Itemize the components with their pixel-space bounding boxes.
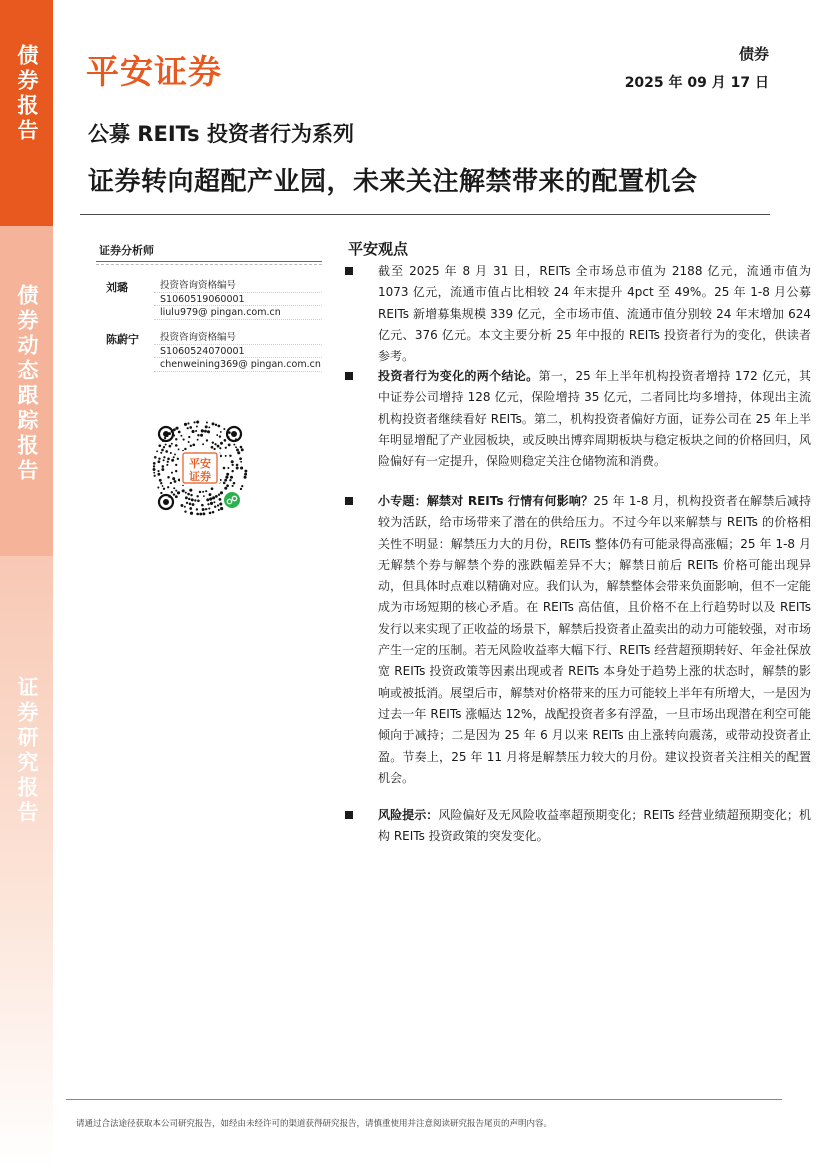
qr-dot: [220, 442, 223, 445]
qr-dot: [157, 473, 160, 476]
qr-dot: [220, 507, 223, 510]
qr-dot: [163, 488, 165, 490]
qr-dot: [197, 499, 200, 502]
qr-dot: [240, 446, 243, 449]
qr-dot: [189, 507, 192, 510]
qr-dot: [171, 491, 173, 493]
qr-dot: [153, 468, 156, 471]
qr-dot: [218, 509, 220, 511]
qr-dot: [240, 466, 243, 469]
qr-dot: [219, 435, 221, 437]
qr-dot: [217, 504, 219, 506]
analyst-cert-number: S1060524070001: [160, 345, 245, 357]
qr-dot: [162, 485, 164, 487]
page-title: 证券转向超配产业园，未来关注解禁带来的配置机会: [88, 167, 698, 197]
qr-dot: [166, 464, 168, 466]
analyst-email[interactable]: liulu979@ pingan.com.cn: [160, 307, 281, 318]
analyst-name: 陈蔚宁: [106, 333, 139, 346]
qr-dot: [215, 424, 217, 426]
qr-dot: [175, 490, 177, 492]
qr-dot: [199, 513, 202, 516]
qr-dot: [174, 454, 176, 456]
qr-dot: [206, 439, 208, 441]
qr-dot: [177, 491, 180, 494]
analyst-info: [160, 279, 330, 320]
qr-dot: [205, 490, 207, 492]
qr-dot: [229, 455, 231, 457]
qr-dot: [230, 476, 233, 479]
qr-dot: [187, 493, 190, 496]
qr-dot: [163, 456, 165, 458]
side-band-label: 债券报告: [15, 44, 39, 144]
qr-dot: [202, 443, 204, 445]
company-logo: 平安证券: [86, 52, 222, 91]
qr-dot: [189, 503, 192, 506]
qr-dot: [161, 449, 164, 452]
qr-dot: [156, 450, 158, 452]
qr-dot: [237, 451, 240, 454]
qr-dot: [239, 457, 242, 460]
qr-dot: [173, 456, 175, 458]
bullet-square-icon: [345, 267, 353, 275]
qr-dot: [211, 487, 214, 490]
qr-dot: [223, 428, 225, 430]
qr-dot: [169, 445, 172, 448]
qr-dot: [175, 495, 178, 498]
qr-dot: [212, 422, 215, 425]
qr-finder-center: [163, 499, 169, 505]
qr-dot: [209, 512, 212, 515]
analyst-row-divider: [154, 344, 322, 345]
qr-dot: [225, 447, 227, 449]
qr-dot: [196, 513, 199, 516]
qr-dot: [163, 446, 165, 448]
analyst-email[interactable]: chenweining369@ pingan.com.cn: [160, 359, 321, 370]
side-band-label: 证券研究报告: [15, 676, 39, 826]
qr-dot: [182, 489, 185, 492]
qr-dot: [236, 449, 239, 452]
qr-dot: [212, 511, 215, 514]
qr-dot: [167, 486, 169, 488]
qr-dot: [187, 422, 189, 424]
qr-dot: [212, 441, 214, 443]
qr-badge-line1: 平安: [189, 457, 211, 470]
qr-dot: [212, 496, 215, 499]
qr-dot: [197, 434, 199, 436]
bullet-text: [378, 491, 811, 789]
qr-dot: [214, 443, 216, 445]
qr-finder-center: [231, 431, 237, 437]
qr-dot: [226, 484, 229, 487]
qr-code-icon[interactable]: [150, 418, 250, 518]
qr-dot: [235, 446, 237, 448]
qr-dot: [175, 464, 177, 466]
bullet-text: [378, 261, 811, 367]
qr-dot: [203, 495, 205, 497]
bullet-lead: 小专题：解禁对 REITs 行情有何影响？: [378, 494, 594, 508]
qr-dot: [165, 444, 167, 446]
qr-dot: [197, 439, 199, 441]
analyst-divider-dashed: [96, 264, 322, 265]
qr-dot: [160, 492, 162, 494]
qr-dot: [171, 472, 173, 474]
bullet-lead: 投资者行为变化的两个结论。: [378, 369, 539, 383]
qr-dot: [167, 457, 170, 460]
qr-dot: [188, 441, 190, 443]
qr-dot: [172, 477, 175, 480]
qr-dot: [208, 427, 210, 429]
qr-dot: [188, 436, 190, 438]
viewpoint-title: 平安观点: [348, 240, 409, 258]
qr-dot: [189, 426, 192, 429]
qr-dot: [208, 507, 210, 509]
header-divider: [80, 214, 770, 215]
qr-dot: [163, 459, 165, 461]
qr-dot: [220, 491, 223, 494]
viewpoint-bullet: [345, 261, 811, 367]
analyst-cert-label: 投资咨询资格编号: [160, 332, 237, 343]
qr-dot: [160, 452, 162, 454]
qr-dot: [195, 430, 197, 432]
qr-dot: [220, 479, 222, 481]
qr-dot: [196, 421, 199, 424]
analyst-cert-number: S1060519060001: [160, 293, 245, 305]
qr-dot: [232, 485, 234, 487]
qr-dot: [241, 485, 243, 487]
qr-dot: [157, 460, 160, 463]
qr-dot: [174, 480, 177, 483]
analyst-cert-label: 投资咨询资格编号: [160, 280, 237, 291]
qr-dot: [153, 472, 155, 474]
qr-dot: [186, 502, 188, 504]
qr-dot: [231, 470, 233, 472]
qr-dot: [240, 461, 242, 463]
qr-dot: [173, 487, 175, 489]
qr-dot: [240, 488, 242, 490]
qr-dot: [178, 448, 180, 450]
report-category: 债券: [738, 45, 769, 63]
qr-dot: [162, 465, 165, 468]
qr-dot: [184, 448, 186, 450]
qr-dot: [227, 467, 229, 469]
qr-dot: [233, 482, 236, 485]
qr-dot: [160, 482, 162, 484]
qr-dot: [184, 506, 186, 508]
qr-dot: [223, 482, 226, 485]
qr-dot: [178, 431, 181, 434]
bullet-square-icon: [345, 497, 353, 505]
side-band-report-type: [0, 0, 53, 226]
qr-dot: [189, 489, 192, 492]
qr-dot: [204, 430, 207, 433]
qr-dot: [210, 502, 213, 505]
qr-dot: [191, 430, 194, 433]
qr-dot: [180, 435, 182, 437]
qr-dot: [154, 456, 157, 459]
qr-dot: [187, 427, 189, 429]
analyst-section-title: 证券分析师: [99, 244, 154, 257]
qr-dot: [157, 487, 159, 489]
qr-dot: [164, 437, 166, 439]
qr-dot: [201, 429, 204, 432]
bullet-square-icon: [345, 372, 353, 380]
qr-dot: [211, 446, 214, 449]
analyst-row-divider: [154, 371, 322, 372]
analyst-row-divider: [154, 319, 322, 320]
qr-dot: [184, 423, 187, 426]
qr-dot: [157, 470, 159, 472]
qr-dot: [175, 444, 178, 447]
qr-dot: [161, 468, 164, 471]
analyst-row-divider: [154, 357, 322, 358]
footer-divider: [66, 1099, 782, 1100]
qr-dot: [205, 425, 208, 428]
report-date: 2025 年 09 月 17 日: [624, 75, 769, 91]
qr-dot: [167, 461, 169, 463]
qr-dot: [158, 444, 161, 447]
qr-dot: [224, 487, 227, 490]
qr-dot: [196, 508, 198, 510]
qr-dot: [196, 495, 198, 497]
bullet-body: 25 年 1-8 月，机构投资者在解禁后减持较为活跃，给市场带来了潜在的供给压力。不过今年以来解禁与 REITs 的价格相关性不明显：解禁压力大的月份，REITs 整体仍有可能录得高涨幅；25 年 1-8 月无解禁个券与解禁个券的涨跌幅差异不大；解禁日前后 REITs 价格可能出现异动，但具体时点难以精确对应。我们认为，解禁整体会带来负面影响，但不一定能成为市场短期的核心矛盾。在 REITs 高估值，且价格不在上行趋势时以及 REITs 发行以来实现了正收益的场景下，解禁后投资者止盈卖出的动力可能较强，对市场产生一定的压制。若无风险收益率大幅下行、REITs 经营超预期转好、年金社保放宽 REITs 投资政策等因素出现或者 REITs 本身处于趋势上涨的状态时，解禁的影响或被抵消。展望后市，解禁对价格带来的压力可能较上半年有所增大，一是因为过去一年 REITs 涨幅达 12%，战配投资者多有浮盈，一旦市场出现潜在利空可能倾向于减持；二是因为 25 年 6 月以来 REITs 由上涨转向震荡，或带动投资者止盈。节奏上，25 年 11 月将是解禁压力较大的月份。建议投资者关注相关的配置机会。: [378, 494, 811, 785]
qr-dot: [225, 455, 227, 457]
qr-dot: [231, 464, 233, 466]
qr-dot: [214, 505, 216, 507]
side-band-label: 债券动态跟踪报告: [15, 284, 39, 484]
qr-dot: [192, 443, 195, 446]
bullet-lead: 风险提示：: [378, 808, 439, 822]
series-title: 公募 REITs 投资者行为系列: [88, 122, 354, 146]
qr-dot: [171, 443, 173, 445]
qr-dot: [173, 493, 175, 495]
qr-dot: [171, 459, 174, 462]
qr-dot: [194, 499, 196, 501]
qr-dot: [207, 430, 210, 433]
analyst-name: 刘璐: [106, 281, 128, 294]
qr-dot: [201, 504, 204, 507]
qr-dot: [220, 431, 222, 433]
analyst-info: [160, 331, 330, 372]
qr-dot: [192, 503, 195, 506]
side-band-research: [0, 556, 53, 1169]
qr-dot: [202, 491, 204, 493]
qr-dot: [241, 448, 244, 451]
qr-dot: [219, 503, 222, 506]
qr-badge-line2: 证券: [189, 470, 211, 483]
qr-dot: [236, 464, 239, 467]
qr-dot: [184, 510, 186, 512]
mini-program-icon: [224, 492, 240, 508]
qr-dot: [229, 479, 231, 481]
footer-disclaimer: 请通过合法途径获取本公司研究报告，如经由未经许可的渠道获得研究报告，请慎重使用并注意阅读研究报告尾页的声明内容。: [76, 1119, 553, 1129]
qr-dot: [217, 425, 220, 428]
qr-dot: [175, 427, 178, 430]
analyst-row-divider: [154, 292, 322, 293]
qr-dot: [170, 482, 172, 484]
qr-dot: [153, 462, 156, 465]
qr-dot: [199, 491, 201, 493]
qr-dot: [193, 421, 195, 423]
qr-dot: [183, 439, 185, 441]
qr-dot: [226, 473, 229, 476]
qr-dot: [219, 498, 222, 501]
qr-dot: [190, 445, 192, 447]
qr-dot: [196, 426, 198, 428]
qr-dot: [177, 458, 179, 460]
bullet-body: 截至 2025 年 8 月 31 日，REITs 全市场总市值为 2188 亿元，流通市值为 1073 亿元，流通市值占比相较 24 年末提升 4pct 至 49%。25 年 1-8 月公募 REITs 新增募集规模 339 亿元，全市场市值、流通市值分别较 24 年末增加 624 亿元、376 亿元。本文主要分析 25 年中报的 REITs 投资者行为的变化，供读者参考。: [378, 264, 811, 364]
qr-dot: [219, 447, 221, 449]
qr-dot: [167, 476, 170, 479]
qr-dot: [233, 444, 235, 446]
qr-dot: [213, 501, 215, 503]
qr-dot: [205, 508, 207, 510]
qr-dot: [244, 476, 247, 479]
viewpoint-bullet: [345, 805, 811, 848]
bullet-body: 风险偏好及无风险收益率超预期变化；REITs 经营业绩超预期变化；机构 REITs 投资政策的突发变化。: [378, 808, 811, 844]
qr-finder-center: [163, 431, 169, 437]
qr-dot: [200, 434, 203, 437]
qr-dot: [188, 498, 190, 500]
bullet-text: [378, 366, 811, 472]
qr-dot: [225, 476, 228, 479]
qr-dot: [206, 498, 209, 501]
qr-dot: [215, 495, 218, 498]
qr-dot: [153, 465, 155, 467]
viewpoint-bullet: [345, 491, 811, 789]
qr-dot: [190, 512, 193, 515]
qr-dot: [209, 493, 212, 496]
bullet-square-icon: [345, 811, 353, 819]
qr-dot: [217, 445, 220, 448]
qr-dot: [159, 479, 162, 482]
qr-dot: [207, 503, 209, 505]
qr-dot: [224, 439, 227, 442]
qr-dot: [190, 494, 192, 496]
qr-dot: [224, 479, 227, 482]
side-band-report-subtype: [0, 226, 53, 556]
qr-dot: [236, 467, 239, 470]
qr-dot: [218, 494, 220, 496]
qr-dot: [170, 452, 172, 454]
bullet-body: 第一，25 年上半年机构投资者增持 172 亿元，其中证券公司增持 128 亿元，保险增持 35 亿元，二者同比均多增持，体现出主流机构投资者继续看好 REITs。第二，机构投资者偏好方面，证券公司在 25 年上半年明显增配了产业园板块，或反映出博弈周期板块与稳定板块之间的价格回归，风险偏好有一定提升，保险则稳定关注仓储物流和消费。: [378, 369, 811, 469]
bullet-text: [378, 805, 811, 848]
qr-dot: [216, 434, 218, 436]
qr-dot: [175, 438, 177, 440]
qr-dot: [185, 496, 188, 499]
qr-dot: [185, 492, 187, 494]
qr-dot: [223, 467, 226, 470]
qr-dot: [202, 512, 205, 515]
qr-dot: [202, 508, 205, 511]
qr-dot: [244, 470, 247, 473]
viewpoint-bullet: [345, 366, 811, 472]
qr-dot: [165, 450, 168, 453]
qr-dot: [158, 458, 160, 460]
qr-dot: [209, 497, 212, 500]
qr-dot: [191, 498, 194, 501]
qr-dot: [244, 473, 247, 476]
analyst-row-divider: [154, 305, 322, 306]
qr-dot: [175, 470, 177, 472]
qr-dot: [228, 443, 231, 446]
qr-dot: [181, 504, 184, 507]
qr-dot: [206, 422, 208, 424]
qr-dot: [231, 460, 234, 463]
qr-dot: [154, 475, 156, 477]
qr-dot: [213, 448, 215, 450]
analyst-divider: [96, 261, 322, 262]
